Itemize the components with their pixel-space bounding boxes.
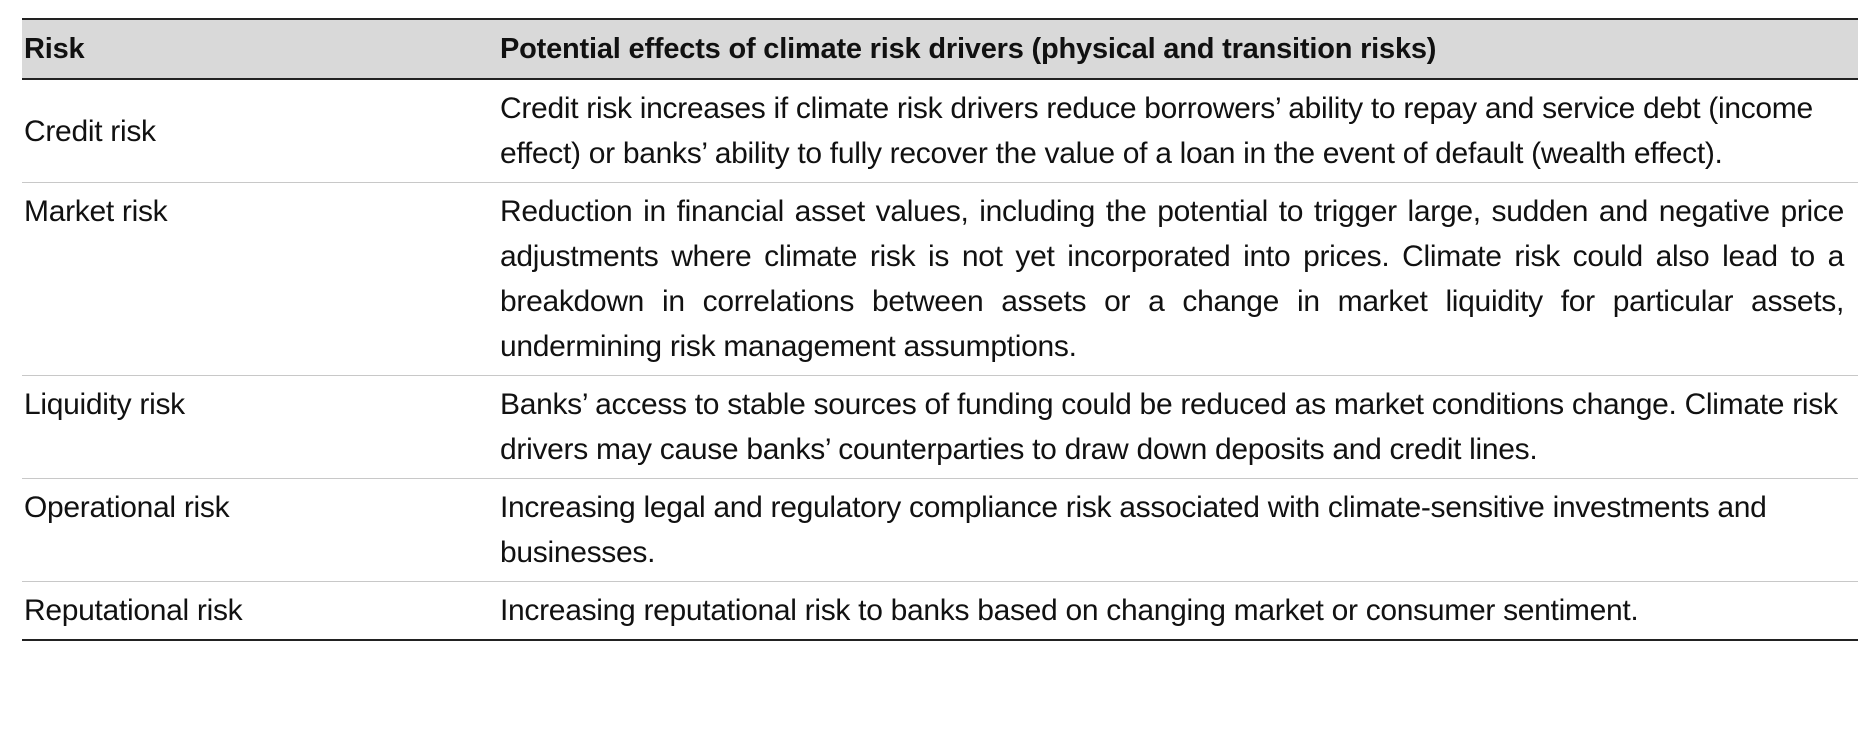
risk-cell-operational: Operational risk bbox=[22, 479, 500, 582]
effect-cell-credit: Credit risk increases if climate risk drivers reduce borrowers’ ability to repay and service debt (income effect) or banks’ ability to fully recover the value of a loan in the event of default (wealth effect). bbox=[500, 79, 1858, 183]
effect-cell-market: Reduction in financial asset values, including the potential to trigger large, sudden and negative price adjustments where climate risk is not yet incorporated into prices. Climate risk could also lead to a breakdown in correlations between assets or a change in market liquidity for particular assets, undermining risk management assumptions. bbox=[500, 183, 1858, 376]
table-row bbox=[22, 582, 1858, 641]
header-risk: Risk bbox=[22, 19, 500, 79]
header-effects: Potential effects of climate risk drivers (physical and transition risks) bbox=[500, 19, 1858, 79]
table-header bbox=[22, 19, 1858, 79]
table-row bbox=[22, 376, 1858, 479]
table-row bbox=[22, 479, 1858, 582]
table-body bbox=[22, 79, 1858, 640]
table-row bbox=[22, 79, 1858, 183]
risk-cell-reputational: Reputational risk bbox=[22, 582, 500, 641]
risk-cell-liquidity: Liquidity risk bbox=[22, 376, 500, 479]
risk-cell-credit: Credit risk bbox=[22, 79, 500, 183]
effect-cell-reputational: Increasing reputational risk to banks based on changing market or consumer sentiment. bbox=[500, 582, 1858, 641]
table-row bbox=[22, 183, 1858, 376]
effect-cell-operational: Increasing legal and regulatory compliance risk associated with climate-sensitive investments and businesses. bbox=[500, 479, 1858, 582]
effect-cell-liquidity: Banks’ access to stable sources of funding could be reduced as market conditions change. Climate risk drivers may cause banks’ counterparties to draw down deposits and credit lines. bbox=[500, 376, 1858, 479]
header-row bbox=[22, 19, 1858, 79]
risk-cell-market: Market risk bbox=[22, 183, 500, 376]
climate-risk-table bbox=[22, 18, 1858, 641]
